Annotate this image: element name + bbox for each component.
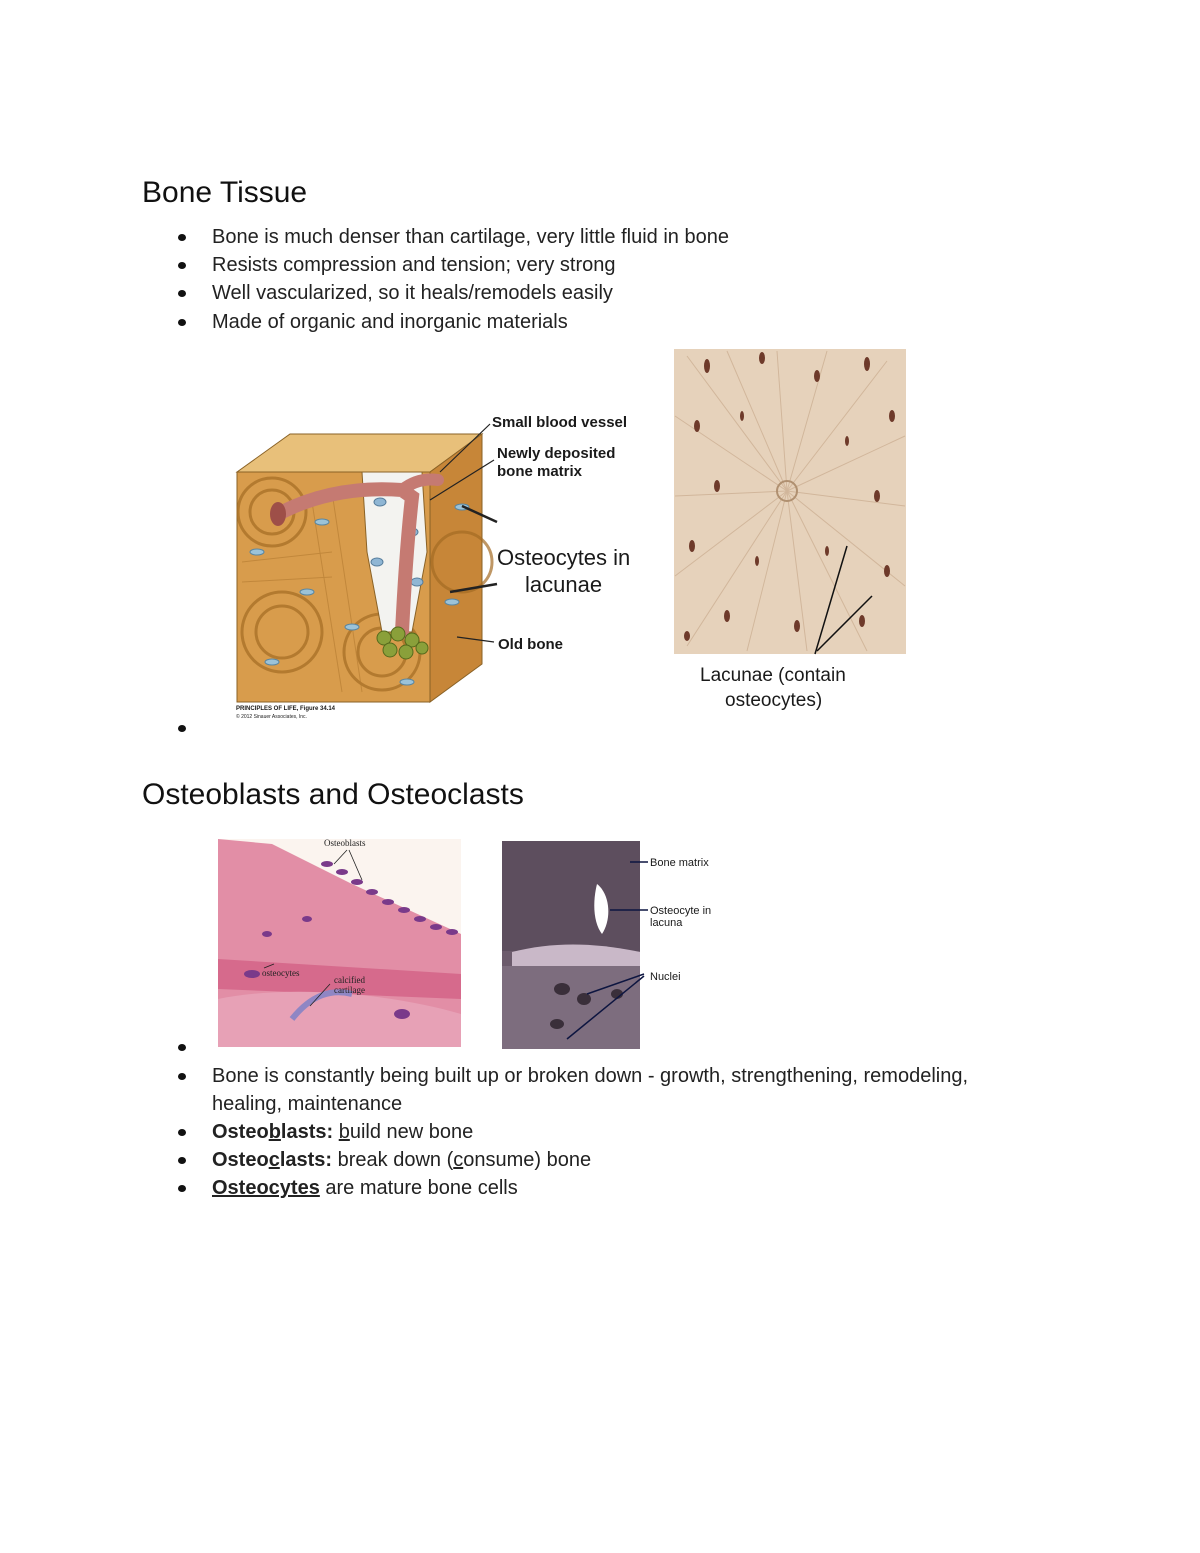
bullet-dot xyxy=(178,1073,186,1080)
bone-block-illustration xyxy=(212,402,667,736)
label-bone-matrix-right: Bone matrix xyxy=(650,857,709,869)
label-cartilage: cartilage xyxy=(334,985,365,995)
bullet-dot xyxy=(178,1157,186,1164)
list-item-osteocytes: Osteocytes are mature bone cells xyxy=(212,1177,518,1199)
label-osteocytes-histology: osteocytes xyxy=(262,968,300,978)
label-nuclei: Nuclei xyxy=(650,971,681,983)
label-old-bone: Old bone xyxy=(498,636,563,653)
label-bone-matrix: bone matrix xyxy=(497,463,583,480)
label-lacunae: lacunae xyxy=(525,572,603,597)
lacunae-caption-line2: osteocytes) xyxy=(725,690,823,711)
list-item: Made of organic and inorganic materials xyxy=(212,311,568,333)
section-title-osteoblasts-osteoclasts: Osteoblasts and Osteoclasts xyxy=(142,778,524,811)
bullet-dot xyxy=(178,1044,186,1051)
list-item-osteoblasts: Osteoblasts: build new bone xyxy=(212,1121,474,1143)
bullet-dot xyxy=(178,234,186,241)
term-osteoclasts: Osteoclasts: xyxy=(212,1149,333,1171)
list-item-osteoclasts: Osteoclasts: break down (consume) bone xyxy=(212,1149,592,1171)
label-calcified: calcified xyxy=(334,975,365,985)
list-item: Resists compression and tension; very strong xyxy=(212,254,616,276)
bullet-dot xyxy=(178,1185,186,1192)
label-osteocytes-in: Osteocytes in xyxy=(497,545,631,570)
label-small-blood-vessel: Small blood vessel xyxy=(492,414,628,431)
lacunae-caption-line1: Lacunae (contain xyxy=(700,665,846,686)
section-title-bone-tissue: Bone Tissue xyxy=(142,176,308,209)
lacunae-micrograph xyxy=(667,346,922,734)
figure-credit: PRINCIPLES OF LIFE, Figure 34.14 xyxy=(236,706,336,712)
term-osteoblasts: Osteoblasts: xyxy=(212,1121,334,1143)
list-item: Well vascularized, so it heals/remodels easily xyxy=(212,282,613,304)
bullet-dot xyxy=(178,290,186,297)
label-osteoblasts: Osteoblasts xyxy=(324,838,366,848)
label-newly-deposited: Newly deposited xyxy=(497,445,616,462)
histology-figure xyxy=(212,824,737,1052)
label-osteocyte-in: Osteocyte in xyxy=(650,905,712,917)
figure-copyright: © 2012 Sinauer Associates, Inc. xyxy=(236,714,307,720)
label-lacuna: lacuna xyxy=(650,917,683,929)
bullet-dot xyxy=(178,725,186,732)
term-osteocytes: Osteocytes xyxy=(212,1177,320,1199)
list-item: Bone is much denser than cartilage, very little fluid in bone xyxy=(212,226,729,248)
bullet-dot xyxy=(178,262,186,269)
bullet-dot xyxy=(178,1129,186,1136)
bullet-dot xyxy=(178,319,186,326)
list-item-continuation: healing, maintenance xyxy=(212,1093,403,1115)
list-item: Bone is constantly being built up or broken down - growth, strengthening, remodeling, xyxy=(212,1065,969,1087)
